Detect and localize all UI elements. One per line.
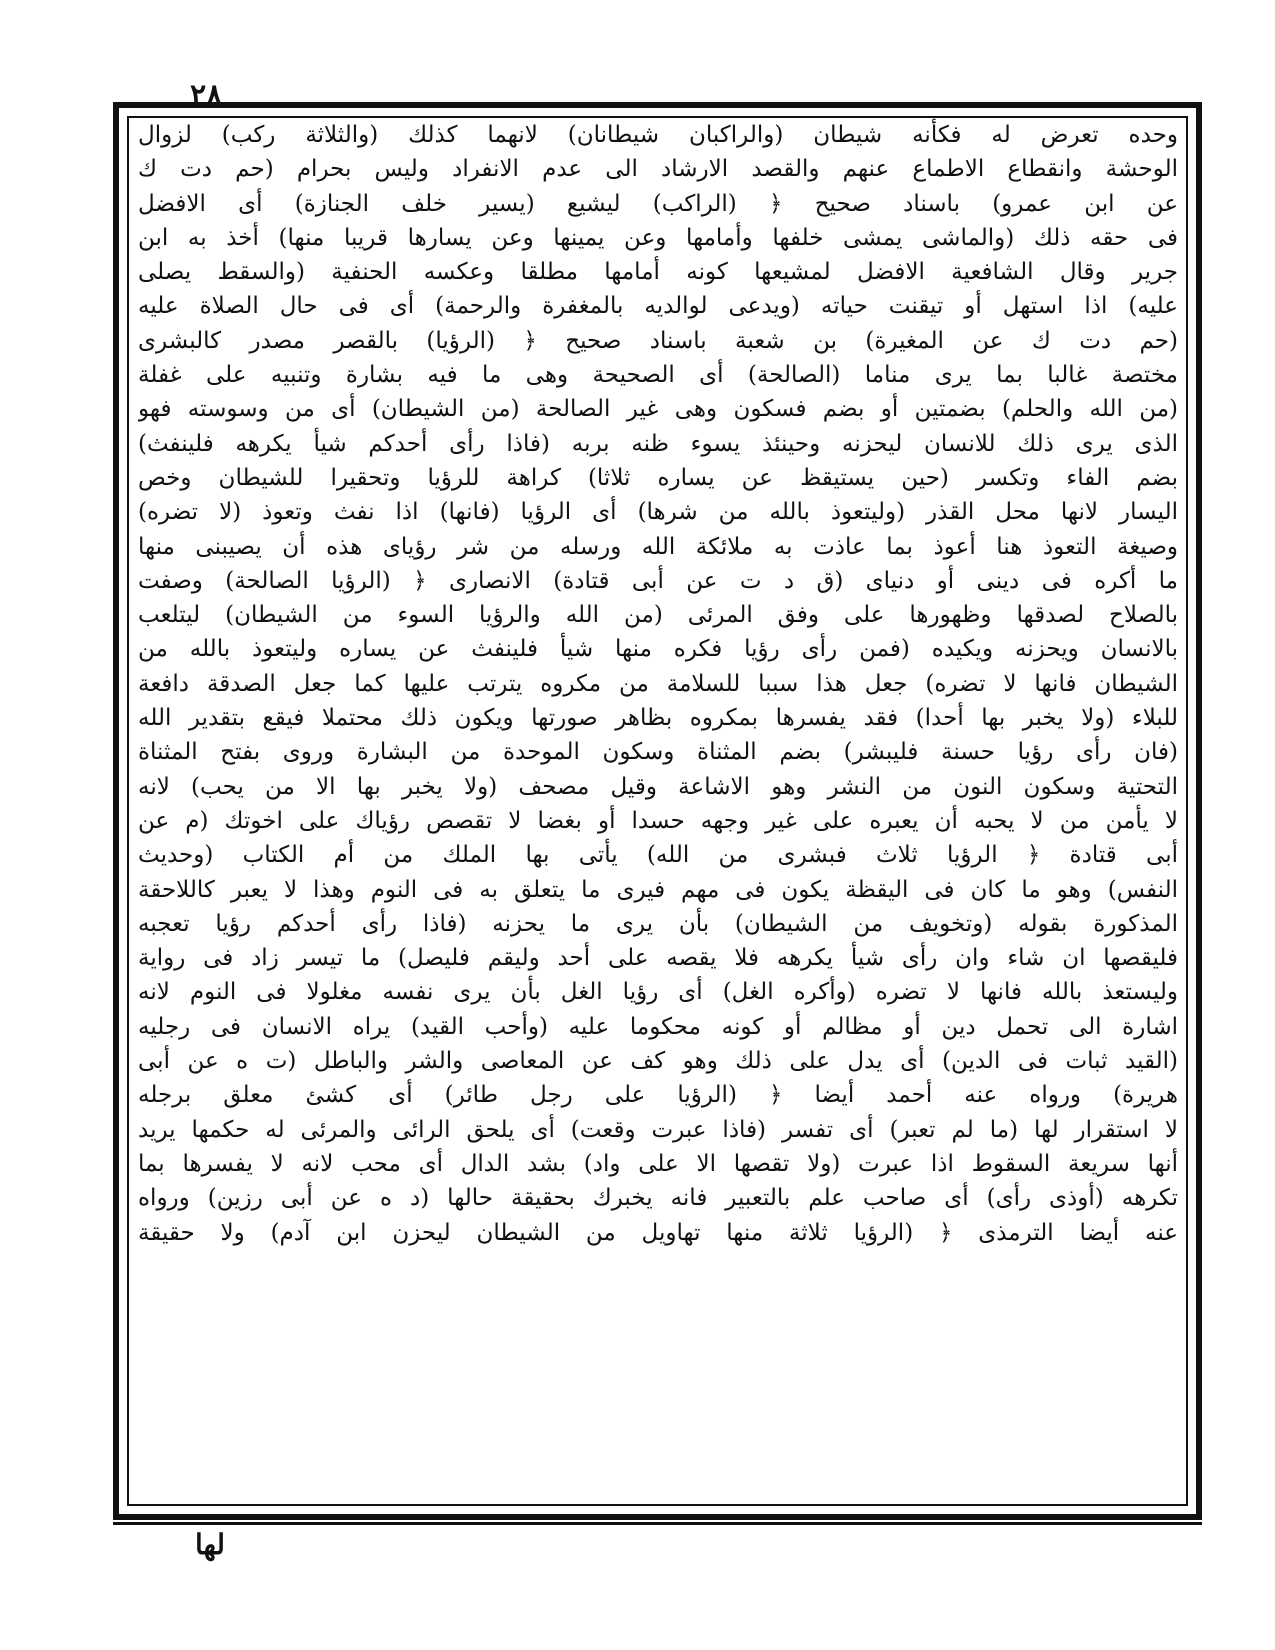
text-line: لا استقرار لها (ما لم تعبر) أى تفسر (فاذا عبرت وقعت) أى يلحق الرائى والمرئى له حكمها يريد	[138, 1116, 1178, 1143]
text-line: اشارة الى تحمل دين أو مظالم أو كونه محكوما عليه (وأحب القيد) يراه الانسان فى رجليه	[138, 1013, 1178, 1040]
text-line: الشيطان فانها لا تضره) جعل هذا سببا للسلامة من مكروه يترتب عليها كما جعل الصدقة دافعة	[138, 670, 1178, 697]
text-line: التحتية وسكون النون من النشر وهو الاشاعة وقيل مصحف (ولا يخبر بها الا من يحب) لانه	[138, 773, 1178, 800]
text-line: جرير وقال الشافعية الافضل لمشيعها كونه أمامها مطلقا وعكسه الحنفية (والسقط يصلى	[138, 259, 1178, 286]
text-line: النفس) وهو ما كان فى اليقظة يكون فى مهم فيرى ما يتعلق به فى النوم وهذا لا يعبر كاللاحقة	[138, 876, 1178, 903]
text-line: بضم الفاء وتكسر (حين يستيقظ عن يساره ثلاثا) كراهة للرؤيا وتحقيرا للشيطان وخص	[138, 464, 1178, 491]
main-text-body	[138, 118, 1178, 1508]
text-line: فليقصها ان شاء وان رأى شيأ يكرهه فلا يقصه على أحد وليقم فليصل) ما تيسر زاد فى رواية	[138, 945, 1178, 972]
text-line: عن ابن عمرو) باسناد صحيح ﴿ (الراكب) ليشيع (يسير خلف الجنازة) أى الافضل	[138, 190, 1178, 217]
text-line: الوحشة وانقطاع الاطماع عنهم والقصد الارشاد الى عدم الانفراد وليس بحرام (حم دت ك	[138, 156, 1178, 183]
text-line: عليه) اذا استهل أو تيقنت حياته (ويدعى لوالديه بالمغفرة والرحمة) أى فى حال الصلاة عليه	[138, 293, 1178, 320]
text-line: وصيغة التعوذ هنا أعوذ بما عاذت به ملائكة الله ورسله من شر رؤياى هذه أن يصيبنى منها	[138, 533, 1178, 560]
text-line: ما أكره فى دينى أو دنياى (ق د ت عن أبى قتادة) الانصارى ﴿ (الرؤيا الصالحة) وصفت	[138, 567, 1178, 594]
text-line: تكرهه (أوذى رأى) أى صاحب علم بالتعبير فانه يخبرك بحقيقة حالها (د ه عن أبى رزين) ورواه	[138, 1185, 1178, 1212]
text-line: لا يأمن من لا يحبه أن يعبره على غير وجهه حسدا أو بغضا لا تقصص رؤياك على اخوتك (م عن	[138, 807, 1178, 834]
text-line: مختصة غالبا بما يرى مناما (الصالحة) أى الصحيحة وهى ما فيه بشارة وتنبيه على غفلة	[138, 362, 1178, 389]
text-line: (القيد ثبات فى الدين) أى يدل على ذلك وهو كف عن المعاصى والشر والباطل (ت ه عن أبى	[138, 1048, 1178, 1075]
text-line: فى حقه ذلك (والماشى يمشى خلفها وأمامها وعن يمينها وعن يسارها قريبا منها) أخذ به ابن	[138, 224, 1178, 251]
text-line: المذكورة بقوله (وتخويف من الشيطان) بأن يرى ما يحزنه (فاذا رأى أحدكم رؤيا تعجبه	[138, 910, 1178, 937]
text-line: للبلاء (ولا يخبر بها أحدا) فقد يفسرها بمكروه بظاهر صورتها ويكون ذلك محتملا فيقع بتقدير الله	[138, 705, 1178, 732]
text-line: الذى يرى ذلك للانسان ليحزنه وحينئذ يسوء ظنه بربه (فاذا رأى أحدكم شيأ يكرهه فلينفث)	[138, 430, 1178, 457]
text-line: عنه أيضا الترمذى ﴿ (الرؤيا ثلاثة منها تهاويل من الشيطان ليحزن ابن آدم) ولا حقيقة	[138, 1219, 1178, 1246]
text-line: (فان رأى رؤيا حسنة فليبشر) بضم المثناة وسكون الموحدة من البشارة وروى بفتح المثناة	[138, 739, 1178, 766]
page-number: ٢٨	[190, 78, 223, 113]
text-line	[138, 1250, 1178, 1284]
bottom-rule	[113, 1522, 1202, 1525]
catchword: لها	[195, 1528, 225, 1561]
text-line: أنها سريعة السقوط اذا عبرت (ولا تقصها الا على واد) بشد الدال أى محب لانه لا يفسرها بما	[138, 1150, 1178, 1177]
text-line: بالصلاح لصدقها وظهورها على وفق المرئى (من الله والرؤيا السوء من الشيطان) ليتلعب	[138, 602, 1178, 629]
text-line: وليستعذ بالله فانها لا تضره (وأكره الغل) أى رؤيا الغل بأن يرى نفسه مغلولا فى النوم لانه	[138, 979, 1178, 1006]
text-line: وحده تعرض له فكأنه شيطان (والراكبان شيطانان) لانهما كذلك (والثلاثة ركب) لزوال	[138, 122, 1178, 148]
text-line: هريرة) ورواه عنه أحمد أيضا ﴿ (الرؤيا على رجل طائر) أى كشئ معلق برجله	[138, 1082, 1178, 1109]
text-line: اليسار لانها محل القذر (وليتعوذ بالله من شرها) أى الرؤيا (فانها) اذا نفث وتعوذ (لا تضره)	[138, 499, 1178, 526]
text-line: (من الله والحلم) بضمتين أو بضم فسكون وهى غير الصالحة (من الشيطان) أى من وسوسته فهو	[138, 396, 1178, 423]
text-line: بالانسان ويحزنه ويكيده (فمن رأى رؤيا فكره منها شيأ فلينفث عن يساره وليتعوذ بالله من	[138, 636, 1178, 663]
text-line: (حم دت ك عن المغيرة) بن شعبة باسناد صحيح ﴿ (الرؤيا) بالقصر مصدر كالبشرى	[138, 327, 1178, 354]
text-line: أبى قتادة ﴿ الرؤيا ثلاث فبشرى من الله) يأتى بها الملك من أم الكتاب (وحديث	[138, 842, 1178, 869]
